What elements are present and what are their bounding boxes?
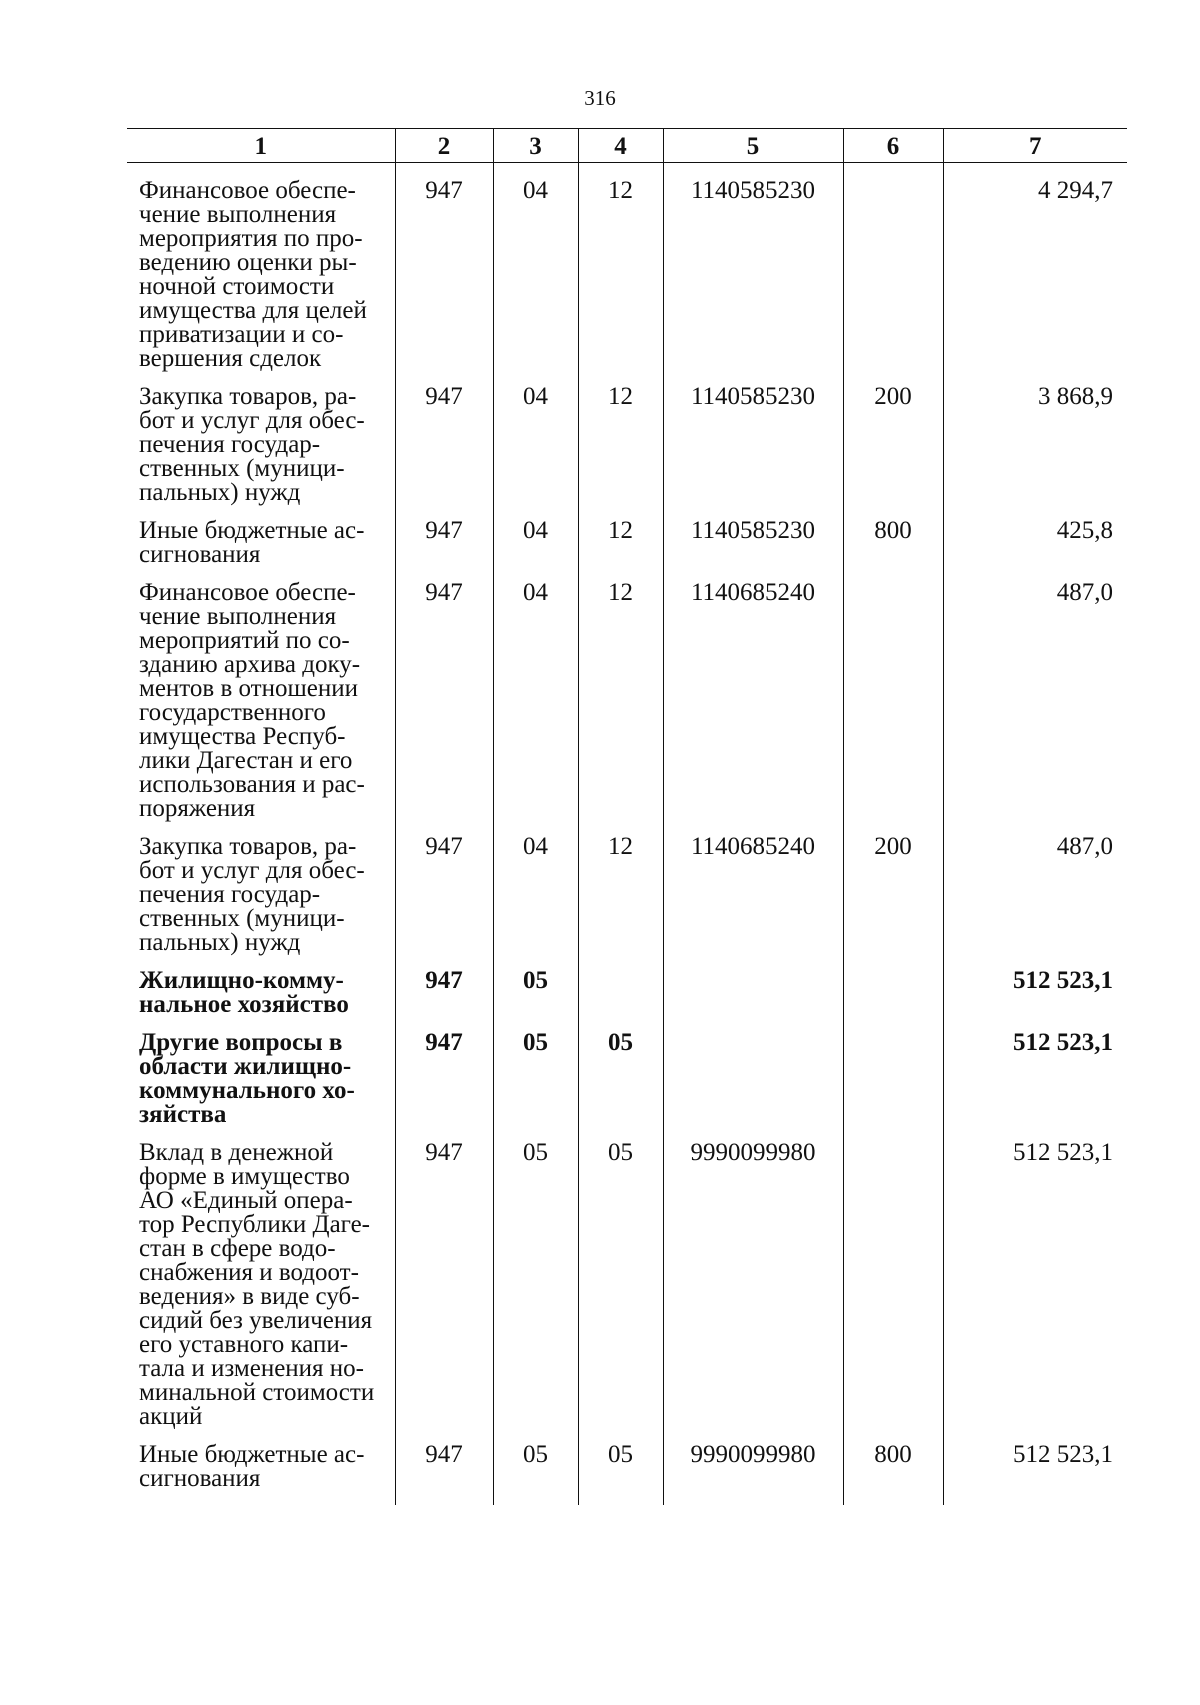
cell-amount: 425,8 [943, 519, 1127, 581]
cell-target-article [663, 1031, 843, 1141]
cell-target-article [663, 969, 843, 1031]
cell-expense-type [843, 179, 943, 385]
cell-expense-type: 200 [843, 835, 943, 969]
cell-chapter-code: 947 [395, 969, 493, 1031]
cell-description: Жилищно-комму- нальное хозяйство [139, 967, 349, 1018]
cell-expense-type [843, 969, 943, 1031]
cell-description: Финансовое обеспе- чение выполнения мероприятий по со- зданию архива доку- ментов в отношении государственного имущества Респуб- лики Дагестан и его использования и рас- поряжения [139, 579, 365, 822]
cell-amount: 512 523,1 [943, 1141, 1127, 1443]
cell-chapter-code: 947 [395, 1141, 493, 1443]
cell-subsection-code: 05 [578, 1141, 663, 1443]
cell-expense-type: 800 [843, 1443, 943, 1505]
table-row [127, 1031, 1127, 1141]
budget-table-container [127, 128, 1127, 1505]
cell-amount: 487,0 [943, 581, 1127, 835]
cell-target-article: 1140585230 [663, 385, 843, 519]
cell-description: Закупка товаров, ра- бот и услуг для обес- печения государ- ственных (муници- пальных) нужд [139, 383, 365, 506]
table-body [127, 163, 1127, 1506]
budget-table [127, 128, 1127, 1505]
table-row [127, 519, 1127, 581]
cell-target-article: 1140685240 [663, 581, 843, 835]
page-number: 316 [584, 86, 616, 110]
cell-description: Иные бюджетные ас- сигнования [139, 517, 365, 568]
cell-amount: 512 523,1 [943, 969, 1127, 1031]
cell-chapter-code: 947 [395, 519, 493, 581]
cell-description: Иные бюджетные ас- сигнования [139, 1441, 365, 1492]
cell-description: Вклад в денежной форме в имущество АО «Единый опера- тор Республики Даге- стан в сфере водо- снабжения и водоот- ведения» в виде суб- сидий без увеличения его уставного капи- тала и изменения но- минальной стоимости акций [139, 1139, 375, 1430]
cell-subsection-code: 12 [578, 179, 663, 385]
column-header: 6 [843, 129, 943, 163]
cell-chapter-code: 947 [395, 581, 493, 835]
cell-chapter-code: 947 [395, 835, 493, 969]
table-row [127, 835, 1127, 969]
cell-section-code: 05 [493, 1443, 578, 1505]
table-row [127, 1141, 1127, 1443]
table-row [127, 179, 1127, 385]
cell-section-code: 04 [493, 385, 578, 519]
cell-target-article: 1140685240 [663, 835, 843, 969]
column-header: 2 [395, 129, 493, 163]
cell-section-code: 05 [493, 1031, 578, 1141]
table-row [127, 969, 1127, 1031]
cell-chapter-code: 947 [395, 179, 493, 385]
cell-expense-type [843, 1141, 943, 1443]
cell-amount: 487,0 [943, 835, 1127, 969]
cell-expense-type [843, 581, 943, 835]
cell-section-code: 04 [493, 581, 578, 835]
cell-expense-type: 200 [843, 385, 943, 519]
cell-subsection-code: 12 [578, 581, 663, 835]
cell-section-code: 04 [493, 519, 578, 581]
cell-amount: 3 868,9 [943, 385, 1127, 519]
cell-description: Финансовое обеспе- чение выполнения мероприятия по про- ведению оценки ры- ночной стоимости имущества для целей приватизации и со- вершения сделок [139, 177, 367, 372]
column-header: 5 [663, 129, 843, 163]
cell-amount: 512 523,1 [943, 1443, 1127, 1505]
column-header: 1 [127, 129, 395, 163]
cell-chapter-code: 947 [395, 385, 493, 519]
table-header-row [127, 129, 1127, 163]
cell-section-code: 04 [493, 179, 578, 385]
table-row [127, 581, 1127, 835]
cell-expense-type [843, 1031, 943, 1141]
cell-expense-type: 800 [843, 519, 943, 581]
cell-subsection-code: 12 [578, 519, 663, 581]
column-header: 4 [578, 129, 663, 163]
cell-subsection-code: 05 [578, 1443, 663, 1505]
cell-description: Другие вопросы в области жилищно- коммунального хо- зяйства [139, 1029, 355, 1128]
cell-subsection-code [578, 969, 663, 1031]
cell-section-code: 05 [493, 1141, 578, 1443]
table-row [127, 1443, 1127, 1505]
table-row [127, 385, 1127, 519]
cell-target-article: 9990099980 [663, 1443, 843, 1505]
cell-chapter-code: 947 [395, 1443, 493, 1505]
cell-amount: 512 523,1 [943, 1031, 1127, 1141]
cell-target-article: 9990099980 [663, 1141, 843, 1443]
cell-section-code: 04 [493, 835, 578, 969]
cell-subsection-code: 12 [578, 835, 663, 969]
cell-amount: 4 294,7 [943, 179, 1127, 385]
cell-description: Закупка товаров, ра- бот и услуг для обес- печения государ- ственных (муници- пальных) нужд [139, 833, 365, 956]
column-header: 7 [943, 129, 1127, 163]
cell-target-article: 1140585230 [663, 179, 843, 385]
cell-subsection-code: 05 [578, 1031, 663, 1141]
cell-chapter-code: 947 [395, 1031, 493, 1141]
cell-section-code: 05 [493, 969, 578, 1031]
cell-subsection-code: 12 [578, 385, 663, 519]
column-header: 3 [493, 129, 578, 163]
cell-target-article: 1140585230 [663, 519, 843, 581]
